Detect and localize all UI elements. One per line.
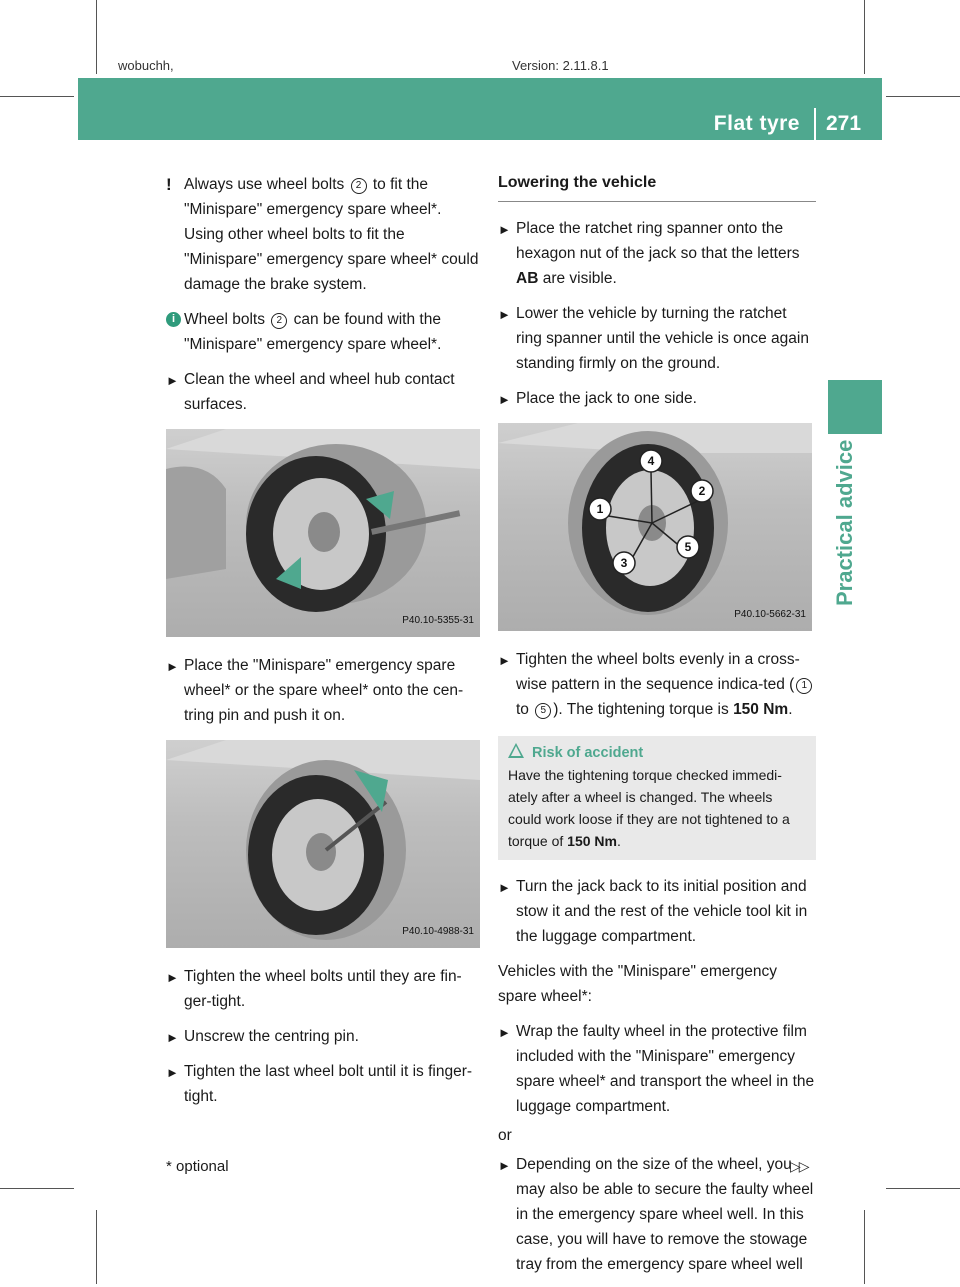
- page-title: Flat tyre: [713, 112, 800, 135]
- step-arrow-icon: ►: [166, 1065, 179, 1080]
- step-arrow-icon: ►: [498, 653, 511, 668]
- step-ratchet: ► Place the ratchet ring spanner onto the hexagon nut of the jack so that the letters AB are visible.: [498, 216, 816, 291]
- step-place-wheel: ► Place the "Minispare" emergency spare wheel* or the spare wheel* onto the cen-tring pin and push it on.: [166, 653, 484, 728]
- step-arrow-icon: ►: [166, 373, 179, 388]
- callout-number: 2: [271, 313, 287, 329]
- step-unscrew-pin: ► Unscrew the centring pin.: [166, 1024, 484, 1049]
- warning-note: ! Always use wheel bolts 2 to fit the "Minispare" emergency spare wheel*. Using other wheel bolts to fit the "Minispare" emergency spare wheel* could damage the brake system.: [166, 172, 484, 297]
- callout-3: 3: [620, 556, 628, 570]
- step-arrow-icon: ►: [498, 1025, 511, 1040]
- step-tighten-finger: ► Tighten the wheel bolts until they are fin-ger-tight.: [166, 964, 484, 1014]
- step-arrow-icon: ►: [166, 970, 179, 985]
- side-tab: [828, 380, 882, 434]
- warning-exclamation-icon: !: [166, 175, 172, 194]
- risk-title: Risk of accident: [508, 742, 806, 764]
- step-arrow-icon: ►: [498, 1158, 511, 1173]
- minispare-paragraph: Vehicles with the "Minispare" emergency spare wheel*:: [498, 963, 777, 1005]
- step-stow-jack: ► Turn the jack back to its initial position and stow it and the rest of the vehicle tool kit in the luggage compartment.: [498, 874, 816, 949]
- print-meta-right: Version: 2.11.8.1: [512, 58, 609, 73]
- bolt-sequence-illustration: [498, 423, 812, 631]
- wheel-illustration: [166, 429, 480, 637]
- step-jack-aside: ► Place the jack to one side.: [498, 386, 816, 411]
- figure-code: P40.10-5662-31: [734, 609, 806, 620]
- risk-text: Have the tightening torque checked immedi-ately after a wheel is changed. The wheels could work loose if they are not tightened to a torque of 150 Nm.: [508, 767, 790, 849]
- step-depending: ► Depending on the size of the wheel, you may also be able to secure the faulty wheel in the emergency spare wheel well. In this case, you will have to remove the stowage tray from the emergency spare wheel well: [498, 1152, 816, 1277]
- wheel-bolt-illustration: [166, 740, 480, 948]
- continued-icon: ▷▷: [790, 1158, 808, 1174]
- figure-wheel-mount: [166, 429, 480, 637]
- callout-2: 2: [698, 484, 706, 498]
- step-last-bolt: ► Tighten the last wheel bolt until it is finger-tight.: [166, 1059, 484, 1109]
- or-label: or: [498, 1127, 512, 1144]
- info-note: i Wheel bolts 2 can be found with the "Minispare" emergency spare wheel*.: [166, 307, 484, 357]
- callout-number: 2: [351, 178, 367, 194]
- step-arrow-icon: ►: [498, 880, 511, 895]
- step-wrap-wheel: ► Wrap the faulty wheel in the protective film included with the "Minispare" emergency spare wheel* and transport the wheel in the luggage compartment.: [498, 1019, 816, 1119]
- print-meta-left: wobuchh,: [118, 58, 174, 73]
- footnote: * optional: [166, 1158, 229, 1175]
- page-number: 271: [826, 112, 862, 135]
- info-icon: i: [166, 312, 181, 327]
- header-separator: [814, 108, 816, 140]
- figure-wheel-bolt: [166, 740, 480, 948]
- figure-code: P40.10-4988-31: [402, 926, 474, 937]
- warning-triangle-icon: [508, 743, 524, 758]
- callout-5: 5: [684, 540, 692, 554]
- callout-4: 4: [647, 454, 655, 468]
- step-arrow-icon: ►: [166, 659, 179, 674]
- figure-bolt-sequence: [498, 423, 812, 631]
- risk-warning-box: [498, 736, 816, 860]
- step-arrow-icon: ►: [166, 1030, 179, 1045]
- callout-1: 1: [596, 502, 604, 516]
- right-column: [498, 172, 816, 1287]
- step-clean: ► Clean the wheel and wheel hub contact surfaces.: [166, 367, 484, 417]
- section-side-label: Practical advice: [832, 440, 857, 607]
- section-title: Lowering the vehicle: [498, 170, 816, 202]
- figure-code: P40.10-5355-31: [402, 615, 474, 626]
- step-lower: ► Lower the vehicle by turning the ratchet ring spanner until the vehicle is once again standing firmly on the ground.: [498, 301, 816, 376]
- step-cross-pattern: ► Tighten the wheel bolts evenly in a cross-wise pattern in the sequence indica-ted ( 1 to 5 ). The tightening torque is 150 Nm.: [498, 647, 816, 722]
- step-arrow-icon: ►: [498, 222, 511, 237]
- step-arrow-icon: ►: [498, 392, 511, 407]
- step-arrow-icon: ►: [498, 307, 511, 322]
- left-column: [166, 172, 484, 1119]
